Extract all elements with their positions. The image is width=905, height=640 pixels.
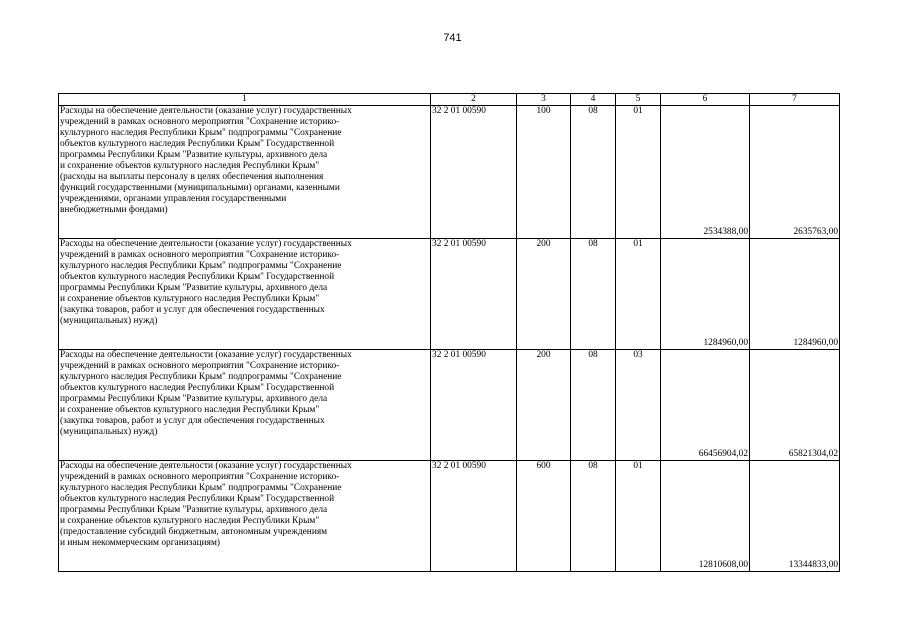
row-amount-2: 13344833,00 <box>750 461 840 572</box>
table-row <box>59 106 840 239</box>
row-target-code: 32 2 01 00590 <box>431 106 517 239</box>
row-amount-1: 12810608,00 <box>661 461 750 572</box>
row-description: Расходы на обеспечение деятельности (оказание услуг) государственных учреждений в рамках основного мероприятия "Сохранение историко- культурного наследия Республики Крым" подпрограммы "Сохранение объектов культурного наследия Республики Крым" Государственной программы Республики Крым "Развитие культуры, архивного дела и сохранение объектов культурного наследия Республики Крым" (предоставление субсидий бюджетным, автономным учреждениям и иным некоммерческим организациям) <box>59 461 431 572</box>
column-header-subsection: 5 <box>616 94 661 106</box>
column-header-amount-2: 7 <box>750 94 840 106</box>
budget-table <box>58 93 840 572</box>
row-subsection: 01 <box>616 106 661 239</box>
row-description: Расходы на обеспечение деятельности (оказание услуг) государственных учреждений в рамках основного мероприятия "Сохранение историко- культурного наследия Республики Крым" подпрограммы "Сохранение объектов культурного наследия Республики Крым" Государственной программы Республики Крым "Развитие культуры, архивного дела и сохранение объектов культурного наследия Республики Крым" (закупка товаров, работ и услуг для обеспечения государственных (муниципальных) нужд) <box>59 350 431 461</box>
row-expense-type: 200 <box>517 239 571 350</box>
row-amount-1: 1284960,00 <box>661 239 750 350</box>
row-section: 08 <box>571 239 616 350</box>
row-description: Расходы на обеспечение деятельности (оказание услуг) государственных учреждений в рамках основного мероприятия "Сохранение историко- культурного наследия Республики Крым" подпрограммы "Сохранение объектов культурного наследия Республики Крым" Государственной программы Республики Крым "Развитие культуры, архивного дела и сохранение объектов культурного наследия Республики Крым" (расходы на выплаты персоналу в целях обеспечения выполнения функций государственными (муниципальными) органами, казенными учреждениями, органами управления государственными внебюджетными фондами) <box>59 106 431 239</box>
row-amount-2: 65821304,02 <box>750 350 840 461</box>
row-section: 08 <box>571 350 616 461</box>
column-header-expense-type: 3 <box>517 94 571 106</box>
table-row <box>59 239 840 350</box>
column-header-section: 4 <box>571 94 616 106</box>
row-target-code: 32 2 01 00590 <box>431 461 517 572</box>
column-header-amount-1: 6 <box>661 94 750 106</box>
row-subsection: 03 <box>616 350 661 461</box>
row-description: Расходы на обеспечение деятельности (оказание услуг) государственных учреждений в рамках основного мероприятия "Сохранение историко- культурного наследия Республики Крым" подпрограммы "Сохранение объектов культурного наследия Республики Крым" Государственной программы Республики Крым "Развитие культуры, архивного дела и сохранение объектов культурного наследия Республики Крым" (закупка товаров, работ и услуг для обеспечения государственных (муниципальных) нужд) <box>59 239 431 350</box>
row-subsection: 01 <box>616 461 661 572</box>
row-amount-2: 1284960,00 <box>750 239 840 350</box>
row-expense-type: 200 <box>517 350 571 461</box>
table-header-row <box>59 94 840 106</box>
column-header-description: 1 <box>59 94 431 106</box>
row-amount-2: 2635763,00 <box>750 106 840 239</box>
row-amount-1: 66456904,02 <box>661 350 750 461</box>
row-target-code: 32 2 01 00590 <box>431 350 517 461</box>
table-row <box>59 350 840 461</box>
table-row <box>59 461 840 572</box>
row-expense-type: 600 <box>517 461 571 572</box>
row-section: 08 <box>571 461 616 572</box>
row-target-code: 32 2 01 00590 <box>431 239 517 350</box>
row-subsection: 01 <box>616 239 661 350</box>
page-number: 741 <box>443 32 462 44</box>
row-section: 08 <box>571 106 616 239</box>
row-expense-type: 100 <box>517 106 571 239</box>
column-header-target-code: 2 <box>431 94 517 106</box>
row-amount-1: 2534388,00 <box>661 106 750 239</box>
